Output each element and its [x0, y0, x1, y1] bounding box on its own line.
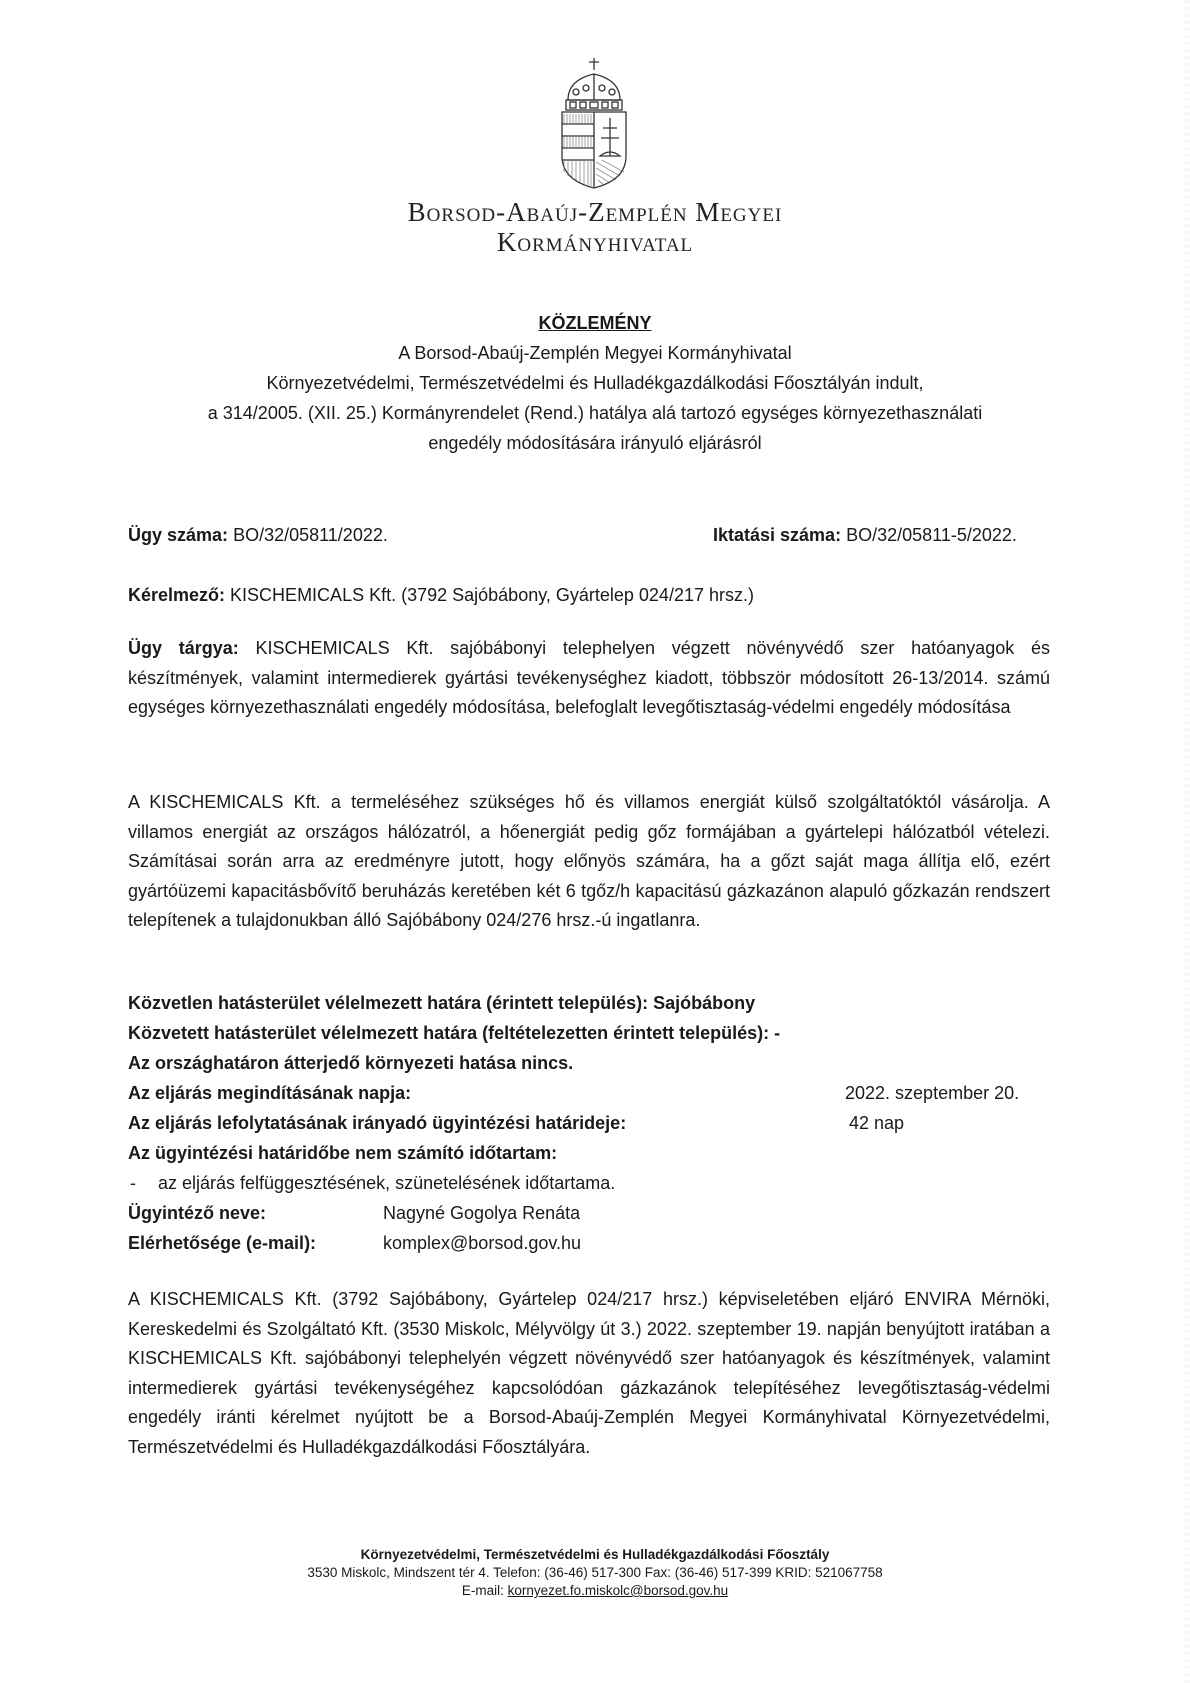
footer-email-line [0, 1582, 1190, 1600]
applicant-label: Kérelmező: [128, 585, 226, 605]
case-subject-value: KISCHEMICALS Kft. sajóbábonyi telephelyen végzett növényvédő szer hatóanyagok és készítmények, valamint intermedierek gyártási tevékenységhez kiadott, többször módosított 26-13/2014. számú egységes környezethasználati engedély módosítása, belefoglalt levegőtisztaság-védelmi engedély módosítása [128, 638, 1050, 717]
notice-subtitle-line: A Borsod-Abaúj-Zemplén Megyei Kormányhivatal [398, 343, 792, 363]
cross-border-impact: Az országhatáron átterjedő környezeti hatása nincs. [128, 1053, 574, 1073]
filing-number-label: Iktatási száma: [713, 525, 842, 545]
deadline-label-text: Az eljárás lefolytatásának irányadó ügyintézési határideje: [128, 1113, 627, 1133]
agency-name-line2: Kormányhivatal [496, 227, 694, 257]
deadline-value: 42 nap [849, 1113, 905, 1133]
footer-email-label: E-mail: [461, 1583, 508, 1598]
excluded-item-bullet: - [130, 1173, 136, 1193]
body-paragraph-1: A KISCHEMICALS Kft. a termeléséhez szükséges hő és villamos energiát külső szolgáltatóktól vásárolja. A villamos energiát az országos hálózatról, a hőenergiát pedig gőz formájában a gyártelepi hálózatból vételezi. Számításai során arra az eredményre jutott, hogy előnyös számára, ha a gőzt saját maga állítja elő, ezért gyártóüzemi kapacitásbővítő beruházás keretében két 6 tgőz/h kapacitású gázkazánon alapuló gőzkazán rendszert telepítenek a tulajdonukban álló Sajóbábony 024/276 hrsz.-ú ingatlanra. [128, 792, 1050, 930]
notice-subtitle-line: engedély módosítására irányuló eljárásról [428, 433, 762, 453]
footer [0, 1546, 1190, 1600]
case-number-label: Ügy száma: [128, 525, 229, 545]
excluded-period-label: Az ügyintézési határidőbe nem számító időtartam: [128, 1143, 558, 1163]
body-paragraph-2: A KISCHEMICALS Kft. (3792 Sajóbábony, Gyártelep 024/217 hrsz.) képviseletében eljáró ENVIRA Mérnöki, Kereskedelmi és Szolgáltató Kft. (3530 Miskolc, Mélyvölgy út 3.) 2022. szeptember 19. napján benyújtott iratában a KISCHEMICALS Kft. sajóbábonyi telephelyén végzett növényvédő szer hatóanyagok és készítmények, valamint intermedierek gyártási tevékenységéhez kapcsolódóan gázkazánok telepítéséhez levegőtisztaság-védelmi engedély iránti kérelmet nyújtott be a Borsod-Abaúj-Zemplén Megyei Kormányhivatal Környezetvédelmi, Természetvédelmi és Hulladékgazdálkodási Főosztályára. [128, 1289, 1050, 1457]
officer-label: Ügyintéző neve: [128, 1203, 267, 1223]
footer-address: 3530 Miskolc, Mindszent tér 4. Telefon: (36-46) 517-300 Fax: (36-46) 517-399 KRID: 521067758 [307, 1565, 883, 1580]
hungarian-coat-of-arms-icon [554, 56, 634, 190]
direct-impact-area: Közvetlen hatásterület vélelmezett határa (érintett település): Sajóbábony [128, 993, 756, 1013]
notice-title [0, 313, 1190, 334]
footer-email-link[interactable]: kornyezet.fo.miskolc@borsod.gov.hu [507, 1583, 729, 1598]
officer-name: Nagyné Gogolya Renáta [383, 1203, 581, 1223]
notice-subtitle-line: Környezetvédelmi, Természetvédelmi és Hulladékgazdálkodási Főosztályán indult, [266, 373, 924, 393]
notice-subtitle-line: a 314/2005. (XII. 25.) Kormányrendelet (Rend.) hatálya alá tartozó egységes környezethasználati [207, 403, 983, 423]
start-date-value: 2022. szeptember 20. [845, 1083, 1020, 1103]
filing-number [713, 525, 1017, 546]
applicant-value: KISCHEMICALS Kft. (3792 Sajóbábony, Gyártelep 024/217 hrsz.) [230, 585, 754, 605]
case-subject-label: Ügy tárgya: [128, 638, 239, 658]
contact-label: Elérhetősége (e-mail): [128, 1233, 317, 1253]
indirect-impact-area: Közvetett hatásterület vélelmezett határa (feltételezetten érintett település): - [128, 1023, 781, 1043]
excluded-item: az eljárás felfüggesztésének, szünetelésének időtartama. [158, 1173, 616, 1193]
applicant [128, 585, 754, 606]
footer-department: Környezetvédelmi, Természetvédelmi és Hulladékgazdálkodási Főosztály [360, 1547, 830, 1562]
deadline-label [128, 1113, 626, 1134]
case-number-value: BO/32/05811/2022. [233, 525, 388, 545]
filing-number-value: BO/32/05811-5/2022. [846, 525, 1017, 545]
case-subject [128, 634, 1050, 723]
notice-title-text: KÖZLEMÉNY [538, 313, 652, 333]
contact-email[interactable]: komplex@borsod.gov.hu [383, 1233, 582, 1253]
agency-name-line1: Borsod-Abaúj-Zemplén Megyei [407, 197, 783, 227]
start-date-label [128, 1083, 411, 1104]
start-date-label-text: Az eljárás megindításának napja: [128, 1083, 412, 1103]
case-number [128, 525, 388, 546]
